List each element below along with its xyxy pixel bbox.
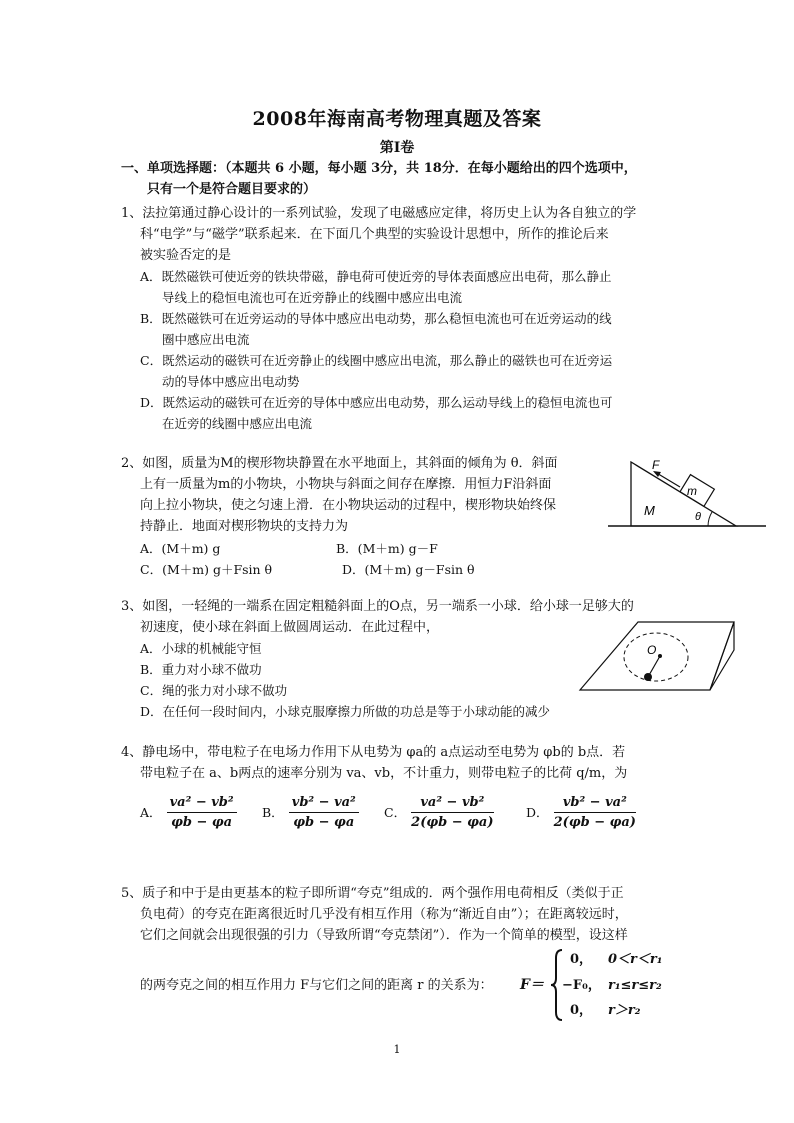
q1-stem-line2: 科“电学”与“磁学”联系起来．在下面几个典型的实验设计思想中，所作的推论后来 [140, 227, 609, 242]
page-title: 2008年海南高考物理真题及答案 [252, 108, 542, 130]
q5-stem-line4: 的两夸克之间的相互作用力 F与它们之间的距离 r 的关系为： [140, 978, 493, 993]
circular-path [624, 633, 688, 681]
q2-option-b: B．(M＋m) g－F [336, 541, 438, 556]
small-block [680, 475, 714, 507]
q5-stem-line2: 负电荷）的夸克在距离很近时几乎没有相互作用（称为“渐近自由”）；在距离较远时， [140, 907, 628, 922]
q1-option-c: C．既然运动的磁铁可在近旁静止的线圈中感应出电流，那么静止的磁铁也可在近旁运 [140, 353, 613, 368]
q4-fraction-c: $\frac{\text{va² − vb²}}{2(\varphi b - \varphi a)}$ [411, 795, 494, 830]
q4-option-b: B． $\frac{\text{vb² − va²}}{\varphi b - \varphi a}$ [262, 795, 359, 830]
label-O: O [647, 643, 657, 657]
q4-option-c: C． $\frac{\text{va² − vb²}}{2(\varphi b - \varphi a)}$ [384, 795, 494, 830]
q4-fraction-b: $\frac{\text{vb² − va²}}{\varphi b - \varphi a}$ [289, 795, 359, 830]
q2-stem-line3: 向上拉小物块，使之匀速上滑．在小物块运动的过程中，楔形物块始终保 [140, 498, 557, 513]
q5-stem-line1: 5、质子和中于是由更基本的粒子即所谓“夸克”组成的．两个强作用电荷相反（类似于正 [121, 886, 624, 901]
case-row-1: 0， 0＜r＜r₁ [570, 952, 663, 967]
q2-stem-line1: 2、如图，质量为M的楔形物块静置在水平地面上，其斜面的倾角为 θ．斜面 [121, 456, 558, 471]
q2-option-d: D．(M＋m) g－Fsin θ [342, 562, 475, 577]
section-heading-line2: 只有一个是符合题目要求的） [147, 182, 317, 197]
incline-side [710, 622, 734, 690]
section-heading-line1: 一、单项选择题：（本题共 6 小题，每小题 3分，共 18分．在每小题给出的四个选项中， [121, 161, 637, 176]
q3-option-a: A．小球的机械能守恒 [140, 641, 262, 656]
q3-stem-line1: 3、如图，一轻绳的一端系在固定粗糙斜面上的O点，另一端系一小球．给小球一足够大的 [121, 599, 634, 614]
q1-option-b: B．既然磁铁可在近旁运动的导体中感应出电动势，那么稳恒电流也可在近旁运动的线 [140, 311, 612, 326]
label-m: m [687, 484, 697, 498]
incline-plane [580, 622, 734, 690]
q5-stem-line3: 它们之间就会出现很强的引力（导致所谓“夸克禁闭”）．作为一个简单的模型，设这样 [140, 928, 628, 943]
q4-fraction-a: $\frac{\text{va² − vb²}}{\varphi b - \varphi a}$ [167, 795, 237, 830]
q4-stem-line2: 带电粒子在 a、b两点的速率分别为 va、vb，不计重力，则带电粒子的比荷 q/m，为 [140, 766, 628, 781]
label-M: M [644, 503, 655, 518]
page-number: 1 [393, 1043, 401, 1056]
q1-option-d: D．既然运动的磁铁可在近旁的导体中感应出电动势，那么运动导线上的稳恒电流也可 [140, 395, 613, 410]
angle-arc [708, 512, 712, 526]
label-theta: θ [695, 511, 701, 523]
force-lhs: F＝ [520, 977, 544, 993]
q1-option-d-cont: 在近旁的线圈中感应出电流 [162, 416, 313, 431]
q3-option-c: C．绳的张力对小球不做功 [140, 683, 288, 698]
ball [644, 673, 652, 681]
q2-option-a: A．(M＋m) g [140, 541, 221, 556]
q4-stem-line1: 4、静电场中，带电粒子在电场力作用下从电势为 φa的 a点运动至电势为 φb的 b点．若 [121, 745, 626, 760]
q2-stem-line4: 持静止．地面对楔形物块的支持力为 [140, 519, 349, 534]
q1-option-b-cont: 圈中感应出电流 [162, 332, 250, 347]
q1-stem-line1: 1、法拉第通过静心设计的一系列试验，发现了电磁感应定律，将历史上认为各自独立的学 [121, 206, 637, 221]
case-row-2: −F₀， r₁≤r≤r₂ [562, 978, 662, 993]
case-row-3: 0， r＞r₂ [570, 1003, 641, 1018]
incline-figure [576, 618, 742, 696]
q1-option-c-cont: 动的导体中感应出电动势 [162, 374, 300, 389]
wedge-figure [604, 452, 770, 534]
q2-stem-line2: 上有一质量为m的小物块，小物块与斜面之间存在摩擦．用恒力F沿斜面 [140, 477, 552, 492]
volume-label: 第I卷 [379, 140, 415, 156]
q1-option-a: A．既然磁铁可使近旁的铁块带磁，静电荷可使近旁的导体表面感应出电荷，那么静止 [140, 269, 612, 284]
q1-option-a-cont: 导线上的稳恒电流也可在近旁静止的线圈中感应出电流 [162, 290, 463, 305]
label-F: F [652, 458, 660, 472]
q1-stem-line3: 被实验否定的是 [140, 248, 232, 263]
q4-option-d: D． $\frac{\text{vb² − va²}}{2(\varphi b - \varphi a)}$ [526, 795, 636, 830]
q2-option-c: C．(M＋m) g＋Fsin θ [140, 562, 273, 577]
q3-stem-line2: 初速度，使小球在斜面上做圆周运动．在此过程中， [140, 620, 440, 635]
q3-option-d: D．在任何一段时间内，小球克服摩擦力所做的功总是等于小球动能的减少 [140, 704, 551, 719]
q3-option-b: B．重力对小球不做功 [140, 662, 262, 677]
q4-option-a: A． $\frac{\text{va² − vb²}}{\varphi b - \varphi a}$ [140, 795, 237, 830]
q4-fraction-d: $\frac{\text{vb² − va²}}{2(\varphi b - \varphi a)}$ [553, 795, 636, 830]
